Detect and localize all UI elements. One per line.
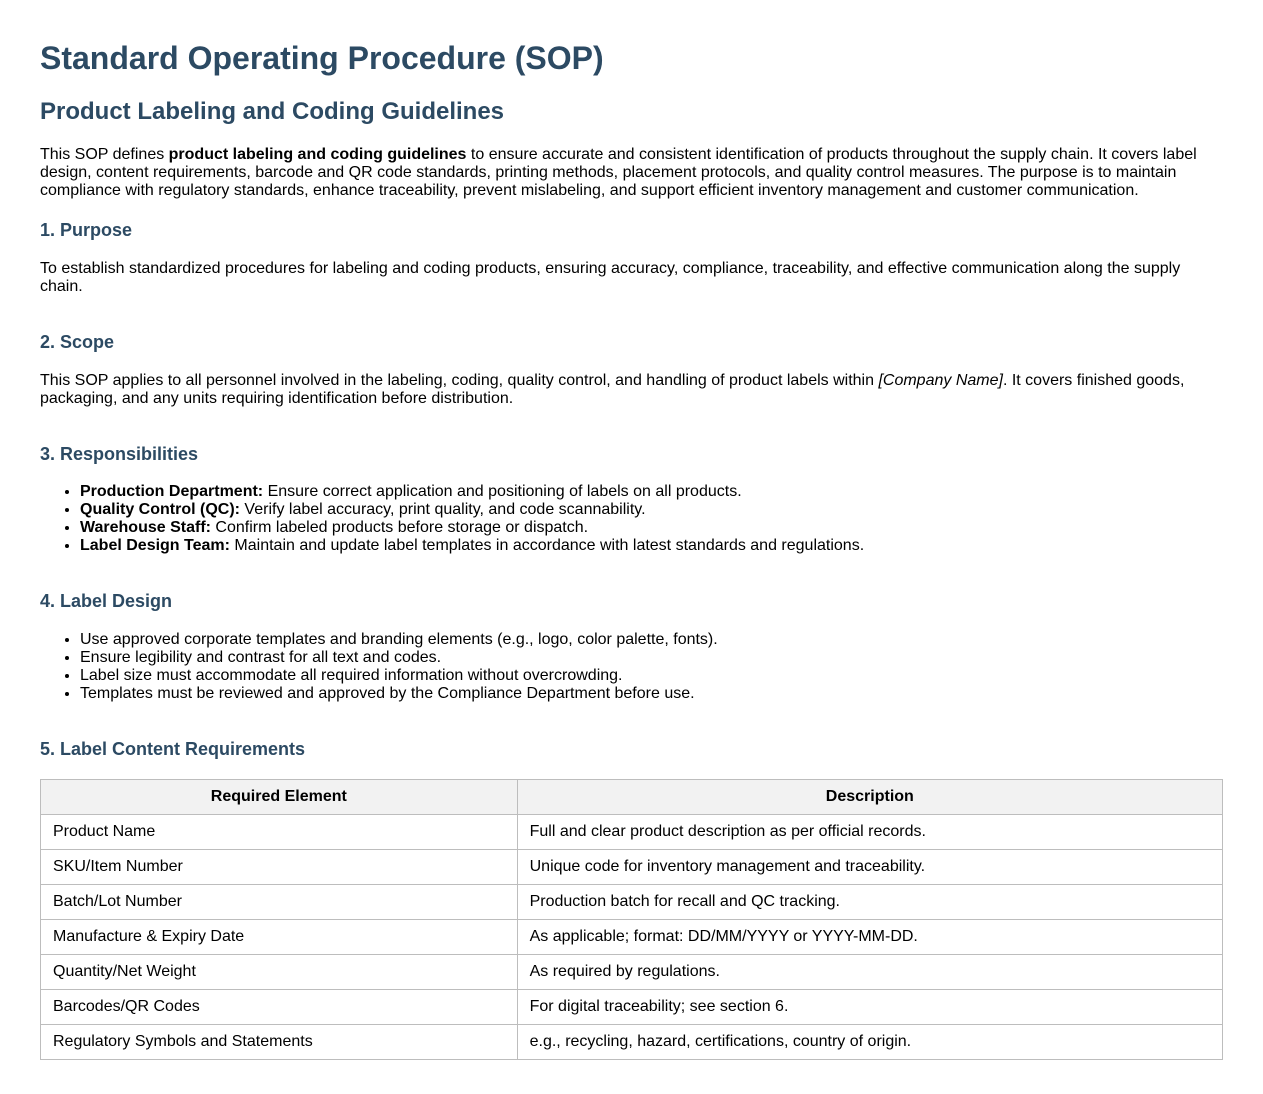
intro-paragraph <box>40 146 1220 200</box>
list-item <box>80 537 1220 555</box>
responsibilities-list <box>40 483 1220 555</box>
table-cell-element: Regulatory Symbols and Statements <box>41 1025 518 1060</box>
scope-text-after: . It covers finished goods, packaging, and any units requiring identification before distribution. <box>40 372 1185 407</box>
label-design-heading: 4. Label Design <box>40 591 173 611</box>
role-label: Quality Control (QC): <box>80 501 240 518</box>
list-item: • Use approved corporate templates and branding elements (e.g., logo, color palette, fonts). <box>80 631 1220 649</box>
table-cell-description: For digital traceability; see section 6. <box>517 990 1222 1025</box>
table-row <box>41 920 1223 955</box>
column-header-description: Description <box>517 780 1222 815</box>
purpose-heading: 1. Purpose <box>40 220 133 240</box>
role-label: Production Department: <box>80 483 264 500</box>
table-row <box>41 885 1223 920</box>
scope-text-before: This SOP applies to all personnel involved in the labeling, coding, quality control, and handling of product labels within <box>40 372 879 389</box>
list-item <box>80 501 1220 519</box>
role-label: Warehouse Staff: <box>80 519 211 536</box>
table-row <box>41 955 1223 990</box>
list-item: • Label size must accommodate all required information without overcrowding. <box>80 667 1220 685</box>
table-cell-description: e.g., recycling, hazard, certifications, country of origin. <box>517 1025 1222 1060</box>
document-title: Standard Operating Procedure (SOP) <box>40 40 604 76</box>
document-subtitle: Product Labeling and Coding Guidelines <box>40 98 505 125</box>
scope-text <box>40 372 1210 408</box>
table-row <box>41 990 1223 1025</box>
role-duty: Verify label accuracy, print quality, and code scannability. <box>239 501 646 518</box>
intro-text-before: This SOP defines <box>40 146 169 163</box>
table-row <box>41 815 1223 850</box>
list-item: • Ensure legibility and contrast for all text and codes. <box>80 649 1220 667</box>
intro-text-after: to ensure accurate and consistent identification of products throughout the supply chain. It covers label design, content requirements, barcode and QR code standards, printing methods, placement protocols, and quality control measures. The purpose is to maintain compliance with regulatory standards, enhance traceability, prevent mislabeling, and support efficient inventory management and customer communication. <box>40 146 1197 199</box>
list-item <box>80 519 1220 537</box>
table-cell-element: Quantity/Net Weight <box>41 955 518 990</box>
table-cell-description: Production batch for recall and QC tracking. <box>517 885 1222 920</box>
table-cell-element: Product Name <box>41 815 518 850</box>
responsibilities-heading: 3. Responsibilities <box>40 444 199 464</box>
table-cell-element: Batch/Lot Number <box>41 885 518 920</box>
purpose-text: To establish standardized procedures for labeling and coding products, ensuring accuracy, compliance, traceability, and effective communication along the supply chain. <box>40 260 1181 295</box>
table-row <box>41 1025 1223 1060</box>
table-header-row <box>41 780 1223 815</box>
role-duty: Maintain and update label templates in accordance with latest standards and regulations. <box>229 537 865 554</box>
role-duty: Confirm labeled products before storage or dispatch. <box>210 519 589 536</box>
table-cell-description: As required by regulations. <box>517 955 1222 990</box>
table-cell-description: Unique code for inventory management and traceability. <box>517 850 1222 885</box>
table-cell-description: As applicable; format: DD/MM/YYYY or YYYY-MM-DD. <box>517 920 1222 955</box>
scope-heading: 2. Scope <box>40 332 115 352</box>
table-cell-element: Manufacture & Expiry Date <box>41 920 518 955</box>
table-cell-description: Full and clear product description as per official records. <box>517 815 1222 850</box>
list-item: • Templates must be reviewed and approved by the Compliance Department before use. <box>80 685 1220 703</box>
company-name-placeholder: [Company Name] <box>878 372 1003 389</box>
role-label: Label Design Team: <box>80 537 230 554</box>
intro-text-bold: product labeling and coding guidelines <box>168 146 467 163</box>
content-requirements-heading: 5. Label Content Requirements <box>40 739 306 759</box>
table-row <box>41 850 1223 885</box>
table-cell-element: Barcodes/QR Codes <box>41 990 518 1025</box>
role-duty: Ensure correct application and positioning of labels on all products. <box>263 483 742 500</box>
table-cell-element: SKU/Item Number <box>41 850 518 885</box>
column-header-required-element: Required Element <box>41 780 518 815</box>
list-item <box>80 483 1220 501</box>
content-requirements-table <box>40 779 1223 1060</box>
label-design-list <box>40 631 1220 703</box>
